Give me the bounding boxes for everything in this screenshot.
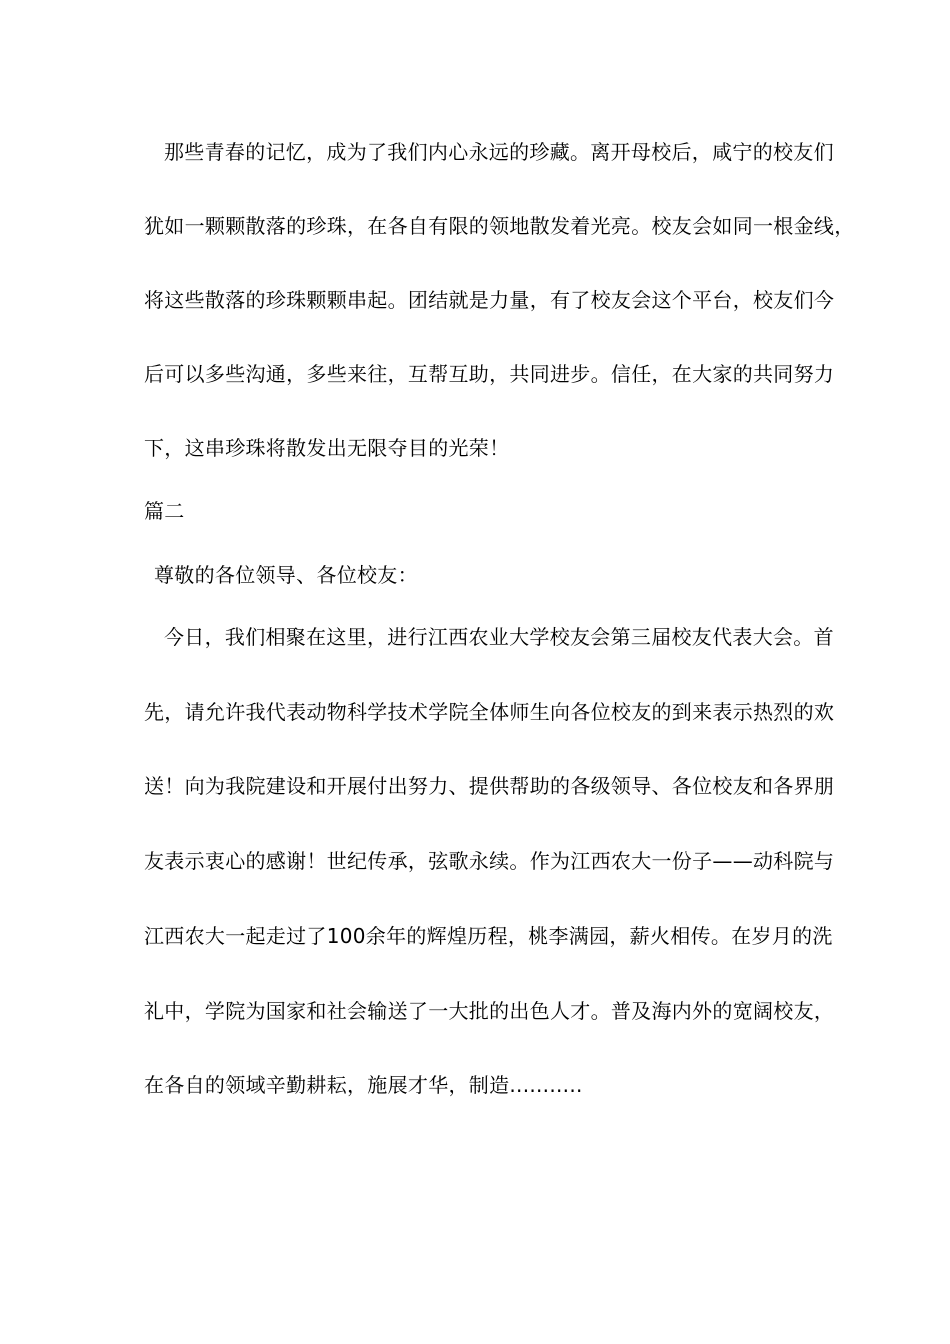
paragraph-2-line-4: 友表示衷心的感谢！世纪传承，弦歌永续。作为江西农大一份子——动科院与 [144,849,835,873]
paragraph-2-line-7: 在各自的领域辛勤耕耘，施展才华，制造........... [144,1073,583,1097]
paragraph-2-line-6: 礼中，学院为国家和社会输送了一大批的出色人才。普及海内外的宽阔校友， [144,999,835,1023]
paragraph-2-line-2: 先，请允许我代表动物科学技术学院全体师生向各位校友的到来表示热烈的欢 [144,700,835,724]
paragraph-1-line-1: 那些青春的记忆，成为了我们内心永远的珍藏。离开母校后，咸宁的校友们 [164,140,834,164]
paragraph-2-line-3: 送！向为我院建设和开展付出努力、提供帮助的各级领导、各位校友和各界朋 [144,774,835,798]
paragraph-1-line-4: 后可以多些沟通，多些来往，互帮互助，共同进步。信任，在大家的共同努力 [144,362,835,386]
paragraph-2-line-1: 今日，我们相聚在这里，进行江西农业大学校友会第三届校友代表大会。首 [164,625,834,649]
section-heading: 篇二 [144,499,185,523]
salutation: 尊敬的各位领导、各位校友： [154,563,418,587]
paragraph-1-line-5: 下，这串珍珠将散发出无限夺目的光荣！ [144,436,510,460]
paragraph-1-line-2: 犹如一颗颗散落的珍珠，在各自有限的领地散发着光亮。校友会如同一根金线， [144,214,855,238]
paragraph-1-line-3: 将这些散落的珍珠颗颗串起。团结就是力量，有了校友会这个平台，校友们今 [144,288,835,312]
paragraph-2-line-5: 江西农大一起走过了100余年的辉煌历程，桃李满园，薪火相传。在岁月的洗 [144,924,833,948]
